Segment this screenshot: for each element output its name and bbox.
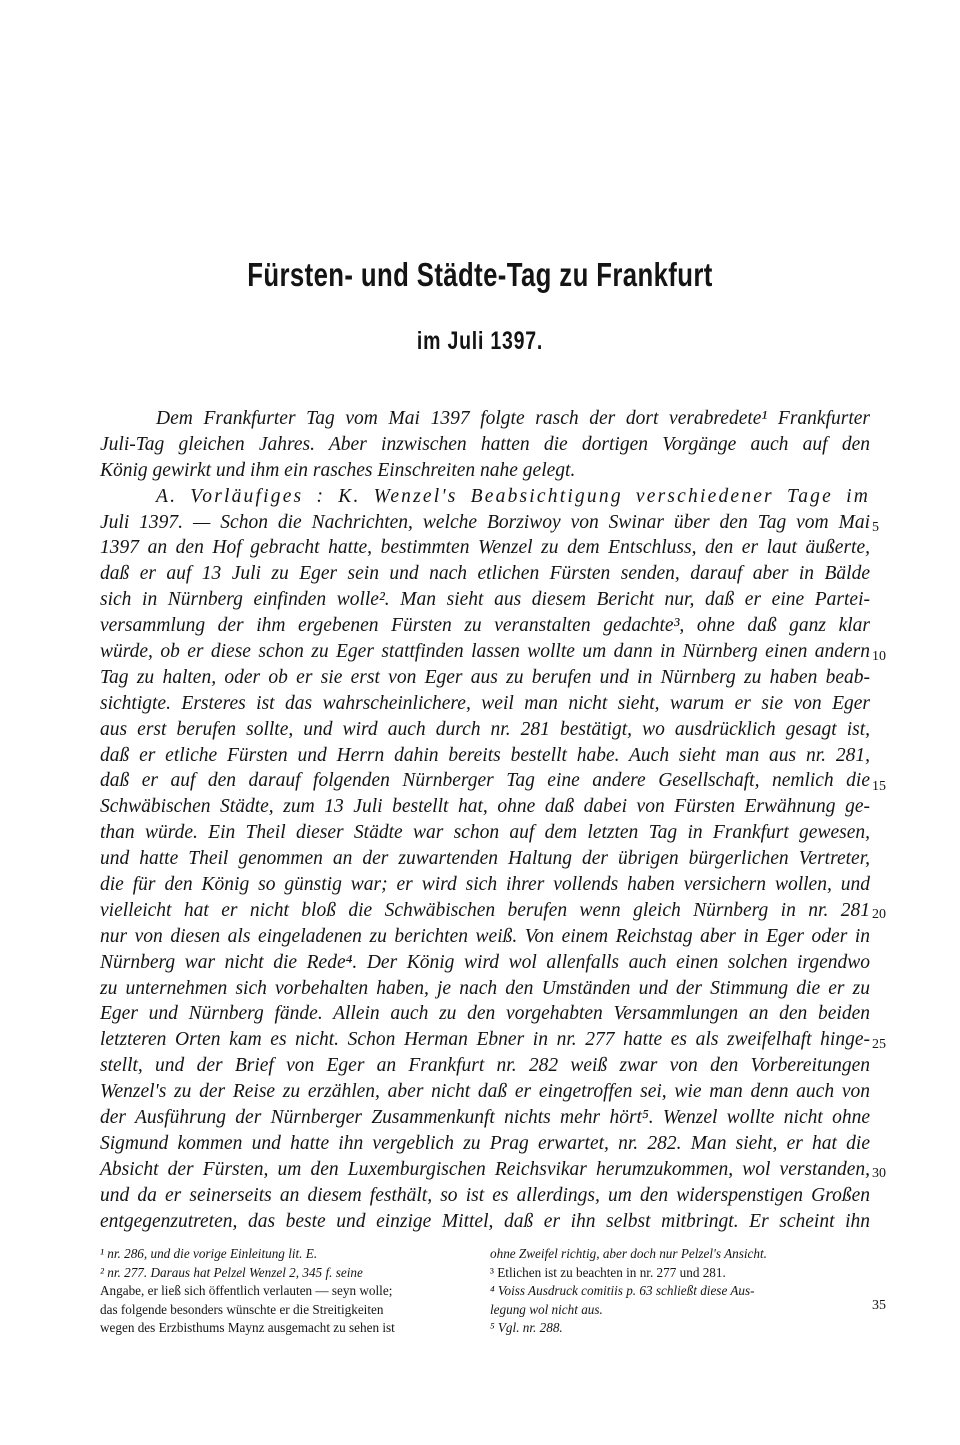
footnote-line: das folgende besonders wünschte er die Streitigkeiten — [100, 1301, 384, 1317]
text-line: daß er auf den darauf folgenden Nürnberger Tag eine andere Gesellschaft, nemlich die — [100, 770, 870, 792]
line-number: 15 — [872, 779, 886, 794]
line-number: 20 — [872, 907, 886, 922]
text-line: Nürnberg war nicht die Rede⁴. Der König wird wol allenfalls auch einen solchen irgendwo — [100, 951, 870, 973]
text-line: Juli-Tag gleichen Jahres. Aber inzwischen hatten die dortigen Vorgänge auch auf den — [100, 433, 870, 455]
text-line: Dem Frankfurter Tag vom Mai 1397 folgte rasch der dort verabredete¹ Frankfurter — [156, 408, 870, 429]
text-line: vielleicht hat er nicht bloß die Schwäbischen berufen wenn gleich Nürnberg in nr. 281 — [100, 899, 870, 921]
page-subtitle: im Juli 1397. — [416, 327, 544, 355]
footnote-line: ³ Etlichen ist zu beachten in nr. 277 und 281. — [490, 1264, 726, 1280]
footnote-line: ohne Zweifel richtig, aber doch nur Pelzel's Ansicht. — [490, 1246, 767, 1261]
text-line: aus erst berufen sollte, und wird auch durch nr. 281 bestätigt, wo ausdrücklich gesagt ist, — [100, 718, 870, 740]
text-line: zu unternehmen sich vorbehalten haben, je nach den Umständen und der Stimmung die er zu — [100, 977, 870, 999]
text-line: 1397 an den Hof gebracht hatte, bestimmten Wenzel zu dem Entschluss, den er laut äußerte, — [100, 537, 870, 559]
text-line: und da er seinerseits an diesem festhält, so ist es allerdings, um den widerspenstigen Großen — [100, 1184, 870, 1206]
line-number: 25 — [872, 1037, 886, 1052]
line-number: 5 — [872, 520, 879, 535]
text-line: Sigmund kommen und hatte ihn vergeblich zu Prag erwartet, nr. 282. Man sieht, er hat die — [100, 1132, 870, 1154]
footnote-line: ¹ nr. 286, und die vorige Einleitung lit. E. — [100, 1246, 318, 1261]
text-line: würde, ob er diese schon zu Eger stattfinden lassen wollte um dann in Nürnberg einen andern — [100, 641, 870, 663]
section-heading-line: A. Vorläufiges : K. Wenzel's Beabsichtigung verschiedener Tage im — [156, 485, 870, 507]
footnote-line: Angabe, er ließ sich öffentlich verlauten — seyn wolle; — [100, 1283, 393, 1298]
text-line: Wenzel's zu der Reise zu erzählen, aber nicht daß er eingetroffen sei, wie man denn auch von — [100, 1081, 870, 1103]
text-line: daß er auf 13 Juli zu Eger sein und nach etlichen Fürsten senden, darauf aber in Bälde — [100, 563, 870, 585]
text-line: than würde. Ein Theil dieser Städte war schon auf dem letzten Tag in Frankfurt gewesen, — [100, 822, 870, 844]
footnote-line: ⁵ Vgl. nr. 288. — [490, 1320, 563, 1335]
text-line: Eger und Nürnberg fände. Allein auch zu den vorgehabten Versammlungen an den beiden — [100, 1003, 870, 1025]
footnote-line: wegen des Erzbisthums Maynz ausgemacht zu sehen ist — [100, 1320, 395, 1335]
text-line: entgegenzutreten, das beste und einzige Mittel, daß er ihn selbst mitbringt. Er scheint ihn — [100, 1210, 870, 1232]
page-title: Fürsten- und Städte-Tag zu Frankfurt — [247, 256, 713, 293]
text-line: letzteren Orten kam es nicht. Schon Herman Ebner in nr. 277 hatte es als zweifelhaft hinge- — [100, 1029, 870, 1051]
main-text — [100, 406, 870, 1235]
footnote-line: ² nr. 277. Daraus hat Pelzel Wenzel 2, 345 f. seine — [100, 1264, 363, 1280]
footnotes-right — [490, 1245, 870, 1338]
text-line: König gewirkt und ihm ein rasches Einschreiten nahe gelegt. — [100, 459, 576, 481]
text-line: daß er etliche Fürsten und Herrn dahin bereits bestellt habe. Auch sieht man aus nr. 281, — [100, 744, 870, 766]
text-line: Absicht der Fürsten, um den Luxemburgischen Reichsvikar herumzukommen, wol verstanden, — [100, 1158, 870, 1180]
line-number: 10 — [872, 649, 886, 664]
text-line: sichtigte. Ersteres ist das wahrscheinlichere, weil man nicht sieht, warum er sie von Eger — [100, 692, 870, 714]
text-line: sich in Nürnberg einfinden wolle². Man sieht aus diesem Bericht nur, daß er eine Partei- — [100, 589, 870, 611]
line-number: 35 — [872, 1298, 886, 1313]
text-line: versammlung der ihm ergebenen Fürsten zu veranstalten gedachte³, ohne daß ganz klar — [100, 615, 870, 637]
text-line: und hatte Theil genommen an der zuwartenden Haltung der übrigen bürgerlichen Vertreter, — [100, 848, 870, 870]
footnotes-left — [100, 1245, 470, 1338]
footnote-line: ⁴ Voiss Ausdruck comitiis p. 63 schließt diese Aus- — [490, 1283, 755, 1298]
text-line: stellt, und der Brief von Eger an Frankfurt nr. 282 weiß zwar von den Vorbereitungen — [100, 1055, 870, 1077]
line-number: 30 — [872, 1166, 886, 1181]
text-line: Schwäbischen Städte, zum 13 Juli bestellt hat, ohne daß dabei von Fürsten Erwähnung ge- — [100, 796, 870, 818]
text-line: Juli 1397. — Schon die Nachrichten, welche Borziwoy von Swinar über den Tag vom Mai — [100, 511, 870, 533]
text-line: die für den König so günstig war; er wird sich ihrer vollends haben versichern wollen, und — [100, 874, 870, 896]
text-line: nur von diesen als eingeladenen zu berichten weiß. Von einem Reichstag aber in Eger oder in — [100, 925, 870, 947]
text-line: der Ausführung der Nürnberger Zusammenkunft nichts mehr hört⁵. Wenzel wollte nicht ohne — [100, 1107, 870, 1129]
text-line: Tag zu halten, oder ob er sie erst von Eger aus zu berufen und in Nürnberg zu haben beab- — [100, 666, 870, 688]
footnote-line: legung wol nicht aus. — [490, 1301, 603, 1317]
